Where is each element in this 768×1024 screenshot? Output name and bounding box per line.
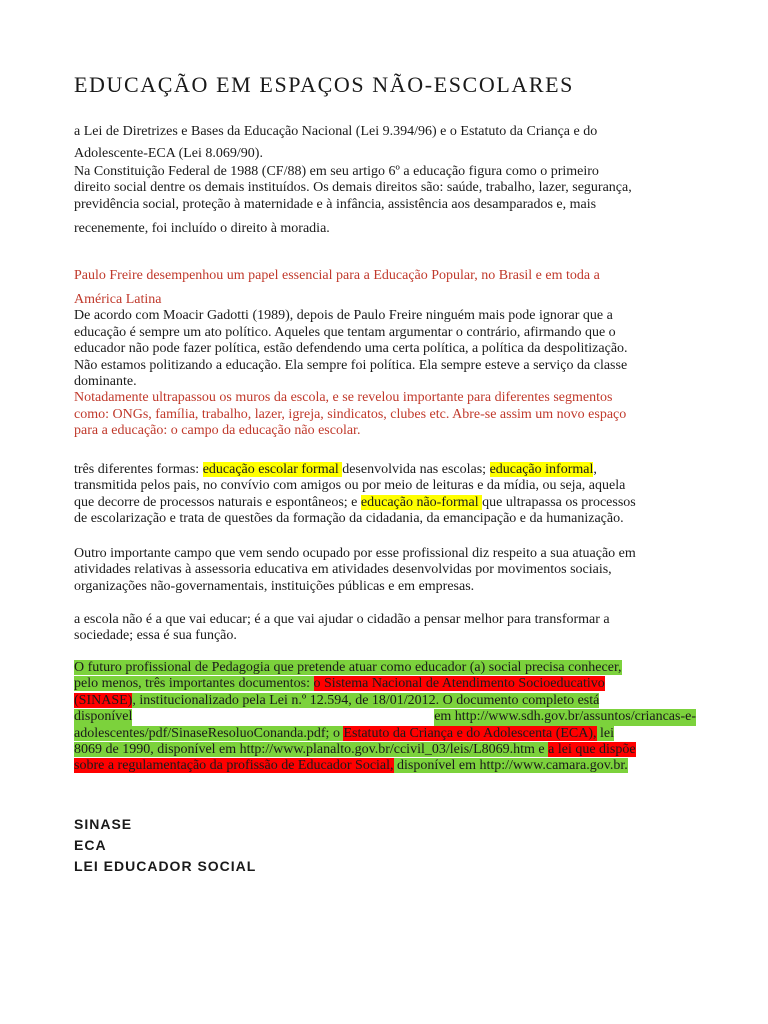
text-line [74, 676, 696, 692]
paragraph-paulo-freire [74, 268, 696, 440]
text-line: sociedade; essa é sua função. [74, 628, 237, 644]
green-highlight: pelo menos, três importantes documentos: [74, 676, 314, 692]
text-line [74, 660, 696, 676]
text-line: a escola não é a que vai educar; é a que vai ajudar o cidadão a pensar melhor para transformar a [74, 612, 610, 627]
text-line: a Lei de Diretrizes e Bases da Educação Nacional (Lei 9.394/96) e o Estatuto da Criança e do [74, 124, 598, 139]
text-line [74, 495, 696, 511]
text-run: desenvolvida nas escolas; [342, 462, 490, 477]
paragraph-school-role [74, 612, 696, 645]
text-line: educador não pode fazer política, estão defendendo uma certa política, a política da despolitização. [74, 341, 628, 357]
red-text-line: como: ONGs, família, trabalho, lazer, igreja, sindicatos, clubes etc. Abre-se assim um novo espaço [74, 406, 627, 422]
red-highlight-law: sobre a regulamentação da profissão de Educador Social, [74, 758, 394, 774]
text-line: organizações não-governamentais, instituições públicas e em empresas. [74, 578, 475, 594]
red-text-line: América Latina [74, 292, 162, 307]
doc-item-sinase: SINASE [74, 816, 133, 832]
text-line [74, 709, 696, 725]
red-text-line: para a educação: o campo da educação não escolar. [74, 423, 361, 439]
green-highlight: 8069 de 1990, disponível em http://www.planalto.gov.br/ccivil_03/leis/L8069.htm e [74, 742, 549, 758]
green-highlight: adolescentes/pdf/SinaseResoluoConanda.pdf; o [74, 725, 344, 741]
highlight-formal: educação escolar formal [202, 462, 343, 477]
red-text-line: Paulo Freire desempenhou um papel essencial para a Educação Popular, no Brasil e em toda a [74, 268, 600, 283]
text-line [74, 758, 696, 774]
green-highlight: lei [596, 725, 615, 741]
text-line: Adolescente-ECA (Lei 8.069/90). [74, 146, 263, 161]
highlight-non-formal: educação não-formal [360, 494, 483, 510]
paragraph-documents [74, 660, 696, 775]
highlight-informal: educação informal [489, 462, 594, 477]
text-line: recenemente, foi incluído o direito à moradia. [74, 220, 330, 236]
text-run: que ultrapassa os processos [482, 494, 636, 510]
text-line: direito social dentre os demais instituídos. Os demais direitos são: saúde, trabalho, lazer, segurança, [74, 180, 632, 196]
text-line [74, 742, 696, 758]
text-line: Na Constituição Federal de 1988 (CF/88) em seu artigo 6º a educação figura como o primeiro [74, 164, 599, 179]
green-highlight: disponível [74, 709, 133, 725]
red-highlight-sinase: (SINASE) [74, 692, 133, 708]
green-highlight: em http://www.sdh.gov.br/assuntos/criancas-e- [434, 709, 696, 725]
text-line: educação é sempre um ato político. Aqueles que tentam argumentar o contrário, afirmando que o [74, 324, 616, 340]
text-line: de escolarização e trata de questões da formação da cidadania, da emancipação e da humanização. [74, 511, 624, 527]
text-line: atividades relativas à assessoria educativa em atividades desenvolvidas por movimentos sociais, [74, 562, 612, 578]
doc-item-lei-educador-social: LEI EDUCADOR SOCIAL [74, 858, 257, 874]
red-highlight-eca: Estatuto da Criança e do Adolescenta (ECA), [343, 725, 597, 741]
text-line [74, 462, 696, 478]
text-line: Não estamos politizando a educação. Ela sempre foi política. Ela sempre esteve a serviço da classe [74, 357, 628, 373]
page-title: EDUCAÇÃO EM ESPAÇOS NÃO-ESCOLARES [74, 72, 574, 97]
text-line: previdência social, proteção à maternidade e à infância, assistência aos desamparados e, mais [74, 196, 597, 212]
green-highlight: , institucionalizado pela Lei n.º 12.594, de 18/01/2012. O documento completo está [132, 692, 600, 708]
doc-item-eca: ECA [74, 837, 107, 853]
text-line: transmitida pelos pais, no convívio com amigos ou por meio de leituras e da mídia, ou seja, aquela [74, 478, 626, 494]
text-line [74, 693, 696, 709]
red-highlight-sinase: o Sistema Nacional de Atendimento Socioeducativo [313, 676, 605, 692]
text-line: dominante. [74, 374, 137, 390]
paragraph-other-field [74, 546, 696, 595]
paragraph-legislation [74, 124, 696, 237]
documents-list [74, 814, 256, 877]
text-line [74, 726, 696, 742]
text-run: que decorre de processos naturais e espontâneos; e [74, 494, 361, 510]
green-highlight: disponível em http://www.camara.gov.br. [393, 758, 628, 774]
red-highlight-law: a lei que dispõe [548, 742, 636, 758]
paragraph-three-forms [74, 462, 696, 528]
green-highlight: O futuro profissional de Pedagogia que pretende atuar como educador (a) social precisa conhecer, [74, 660, 622, 675]
text-line: De acordo com Moacir Gadotti (1989), depois de Paulo Freire ninguém mais pode ignorar que a [74, 308, 613, 324]
text-run: , [593, 462, 597, 477]
text-line: Outro importante campo que vem sendo ocupado por esse profissional diz respeito a sua atuação em [74, 546, 636, 561]
text-run: três diferentes formas: [74, 462, 203, 477]
red-text-line: Notadamente ultrapassou os muros da escola, e se revelou importante para diferentes segmentos [74, 390, 613, 406]
